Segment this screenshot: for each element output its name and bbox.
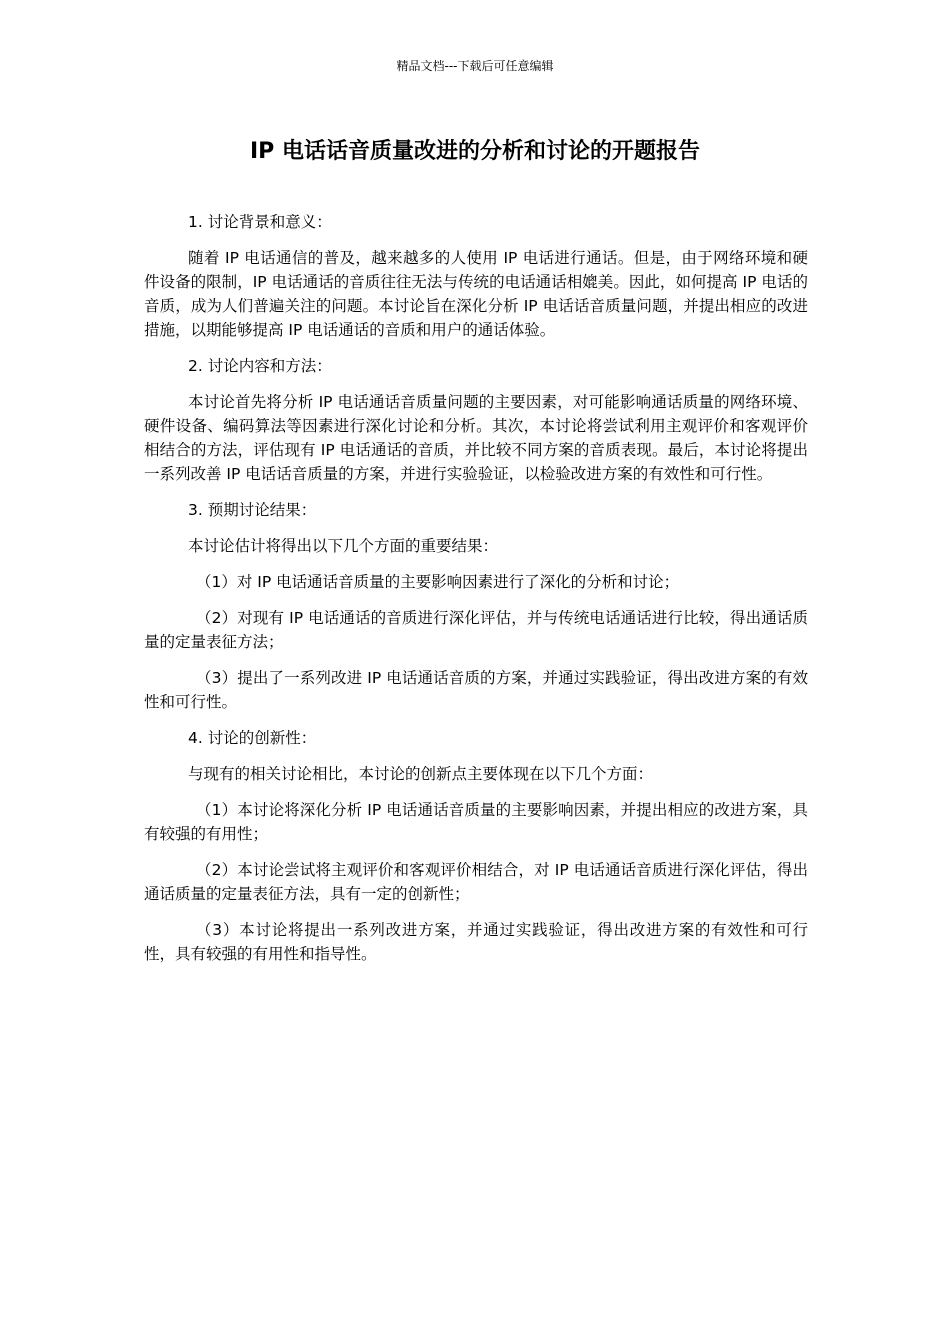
paragraph-innovation-intro: 与现有的相关讨论相比，本讨论的创新点主要体现在以下几个方面： [188,765,654,783]
list-item-innovation-2: （2）本讨论尝试将主观评价和客观评价相结合，对 IP 电话通话音质进行深化评估，得出通话质量的定量表征方法，具有一定的创新性； [144,861,808,903]
section-heading-innovation: 4. 讨论的创新性： [188,729,317,747]
paragraph-expected-results-intro: 本讨论估计将得出以下几个方面的重要结果： [188,537,499,555]
list-item-expected-result-3: （3）提出了一系列改进 IP 电话通话音质的方案，并通过实践验证，得出改进方案的有效性和可行性。 [144,669,808,711]
paragraph-content-method: 本讨论首先将分析 IP 电话通话音质量问题的主要因素，对可能影响通话质量的网络环境、硬件设备、编码算法等因素进行深化讨论和分析。其次，本讨论将尝试利用主观评价和客观评价相结合的方法，评估现有 IP 电话通话的音质，并比较不同方案的音质表现。最后，本讨论将提出一系列改善 IP 电话话音质量的方案，并进行实验验证，以检验改进方案的有效性和可行性。 [144,393,808,483]
section-heading-content-method: 2. 讨论内容和方法： [188,357,332,375]
section-heading-expected-results: 3. 预期讨论结果： [188,501,317,519]
section-heading-background: 1. 讨论背景和意义： [188,213,332,231]
list-item-innovation-1: （1）本讨论将深化分析 IP 电话通话音质量的主要影响因素，并提出相应的改进方案，具有较强的有用性； [144,801,808,843]
list-item-innovation-3: （3）本讨论将提出一系列改进方案，并通过实践验证，得出改进方案的有效性和可行性，具有较强的有用性和指导性。 [144,921,808,963]
paragraph-background: 随着 IP 电话通信的普及，越来越多的人使用 IP 电话进行通话。但是，由于网络环境和硬件设备的限制，IP 电话通话的音质往往无法与传统的电话通话相媲美。因此，如何提高 IP 电话的音质，成为人们普遍关注的问题。本讨论旨在深化分析 IP 电话话音质量问题，并提出相应的改进措施，以期能够提高 IP 电话通话的音质和用户的通话体验。 [144,249,808,339]
list-item-expected-result-1: （1）对 IP 电话通话音质量的主要影响因素进行了深化的分析和讨论； [196,573,680,591]
header-note: 精品文档---下载后可任意编辑 [396,59,554,73]
document-body [144,210,808,978]
document-title: IP 电话话音质量改进的分析和讨论的开题报告 [250,139,700,164]
list-item-expected-result-2: （2）对现有 IP 电话通话的音质进行深化评估，并与传统电话通话进行比较，得出通话质量的定量表征方法； [144,609,808,651]
